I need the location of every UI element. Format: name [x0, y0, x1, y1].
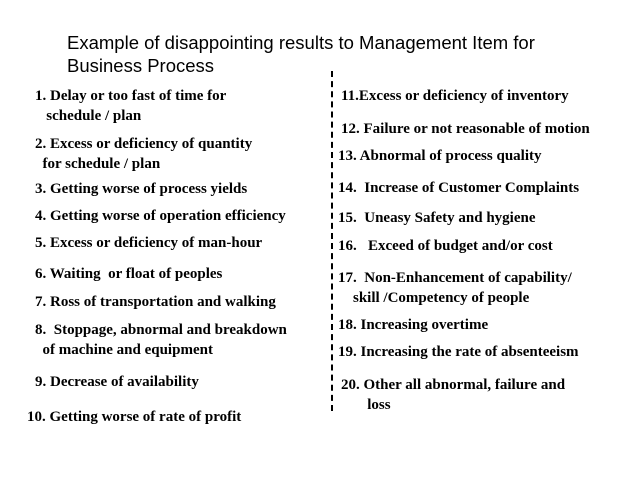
- left-item-9: 9. Decrease of availability: [35, 374, 199, 390]
- right-item-19: 19. Increasing the rate of absenteeism: [338, 344, 579, 360]
- slide-title: Example of disappointing results to Management Item for Business Process: [67, 32, 535, 76]
- left-item-2: 2. Excess or deficiency of quantity for schedule / plan: [35, 136, 253, 172]
- left-item-6: 6. Waiting or float of peoples: [35, 266, 223, 282]
- right-item-17: 17. Non-Enhancement of capability/ skill /Competency of people: [338, 270, 572, 306]
- left-item-5: 5. Excess or deficiency of man-hour: [35, 235, 263, 251]
- right-item-16: 16. Exceed of budget and/or cost: [338, 238, 553, 254]
- column-divider: [331, 71, 333, 411]
- left-item-8: 8. Stoppage, abnormal and breakdown of machine and equipment: [35, 322, 287, 358]
- right-item-18: 18. Increasing overtime: [338, 317, 489, 333]
- left-item-3: 3. Getting worse of process yields: [35, 181, 248, 197]
- right-item-14: 14. Increase of Customer Complaints: [338, 180, 580, 196]
- left-item-7: 7. Ross of transportation and walking: [35, 294, 276, 310]
- right-item-11: 11.Excess or deficiency of inventory: [341, 88, 569, 104]
- left-item-1: 1. Delay or too fast of time for schedule / plan: [35, 88, 227, 124]
- right-item-12: 12. Failure or not reasonable of motion: [341, 121, 590, 137]
- left-item-4: 4. Getting worse of operation efficiency: [35, 208, 286, 224]
- left-item-10: 10. Getting worse of rate of profit: [27, 409, 242, 425]
- right-item-15: 15. Uneasy Safety and hygiene: [338, 210, 536, 226]
- right-item-13: 13. Abnormal of process quality: [338, 148, 542, 164]
- right-item-20: 20. Other all abnormal, failure and loss: [341, 377, 566, 413]
